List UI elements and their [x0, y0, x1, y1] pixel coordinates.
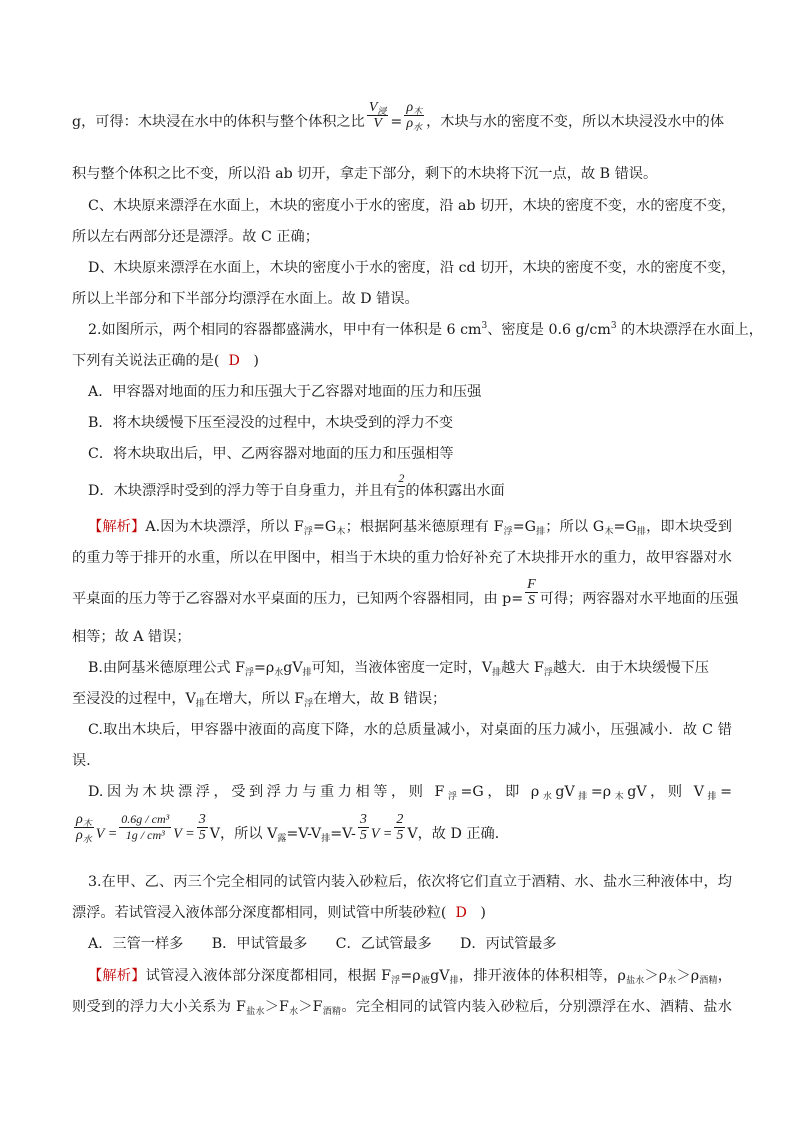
fraction: $\frac{V_浸}{V}$ — [368, 99, 387, 131]
solution-line: 误． — [72, 753, 101, 769]
text-line: C、木块原来漂浮在水面上，木块的密度小于水的密度，沿 ab 切开，木块的密度不变，水的密度不变， — [88, 198, 736, 214]
question-stem: 2.如图所示，两个相同的容器都盛满水，甲中有一体积是 6 $cm^3$、密度是 0.6 $g/cm^3$ 的木块漂浮在水面上， — [88, 321, 763, 338]
text-line: g，可得：木块浸在水中的体积与整个体积之比 $\frac{V_浸}{V}$ = $\frac{\rho_木}{\rho_水}$ ，木块与水的密度不变，所以木块浸没水中的体 — [72, 99, 725, 132]
answer: D — [455, 905, 467, 921]
text-line: 所以上半部分和下半部分均漂浮在水面上。故 D 错误。 — [72, 291, 419, 307]
solution-line: 相等；故 A 错误； — [72, 629, 191, 645]
solution-line: 则受到的浮力大小关系为 $F_{盐水}>F_水>F_{酒精}$。完全相同的试管内装入砂粒后，分别漂浮在水、酒精、盐水 — [72, 999, 732, 1017]
fraction: $\frac{\rho_木}{\rho_水}$ — [406, 99, 423, 132]
options: A．三管一样多 B．甲试管最多 C．乙试管最多 D．丙试管最多 — [88, 936, 557, 952]
solution-line: 【解析】A.因为木块漂浮，所以 $F_浮=G_木$；根据阿基米德原理有 $F_浮=G_排$；所以 $G_木=G_排$，即木块受到 — [88, 519, 732, 537]
fraction: $\frac{3}{5}$ — [198, 811, 206, 843]
question-stem: 漂浮。若试管浸入液体部分深度都相同，则试管中所装砂粒( D ) — [72, 905, 486, 921]
answer: D — [228, 353, 240, 369]
option-a: A．甲容器对地面的压力和压强大于乙容器对地面的压力和压强 — [88, 384, 482, 400]
fraction: $\frac{\text{0.6g / cm³}}{\text{1g / cm³}}$ — [121, 811, 170, 842]
option-c: C．将木块取出后，甲、乙两容器对地面的压力和压强相等 — [88, 446, 454, 462]
text-line: 积与整个体积之比不变，所以沿 ab 切开，拿走下部分，剩下的木块将下沉一点，故 B 错误。 — [72, 166, 658, 182]
solution-line: C.取出木块后，甲容器中液面的高度下降，水的总质量减小，对桌面的压力减小，压强减小．故 C 错 — [88, 722, 732, 738]
fraction: $\frac{3}{5}$ — [359, 811, 367, 843]
solution-line: D.因为木块漂浮，受到浮力与重力相等，则 $F_浮=G$，即 $\rho_水gV_排=\rho_木gV$，则 $V_排=$ — [88, 784, 732, 802]
text-line: D、木块原来漂浮在水面上，木块的密度小于水的密度，沿 cd 切开，木块的密度不变，水的密度不变， — [88, 260, 736, 276]
text-line: 所以左右两部分还是漂浮。故 C 正确； — [72, 229, 319, 245]
fraction: $\frac{2}{5}$ — [398, 470, 405, 501]
fraction: $\frac{F}{S}$ — [527, 576, 536, 608]
solution-tag: 【解析】 — [88, 968, 146, 984]
solution-line: $\frac{\rho_木}{\rho_水}$ V = $\frac{\text{0.6g / cm³}}{\text{1g / cm³}}$ V = $\frac{3}{5}$ V，所以 $V_露=V-V_排=V-$ $\frac{3}{5}$ V = $\frac{2}{5}$ V，故 D 正确． — [76, 811, 509, 844]
solution-line: 【解析】试管浸入液体部分深度都相同，根据 $F_浮=\rho_液gV_排$，排开液体的体积相等，$\rho_{盐水}>\rho_水>\rho_{酒精}$， — [88, 968, 732, 986]
solution-line: 平桌面的压力等于乙容器对水平桌面的压力，已知两个容器相同，由 p= $\frac{F}{S}$ 可得；两容器对水平地面的压强 — [72, 576, 739, 608]
option-b: B．将木块缓慢下压至浸没的过程中，木块受到的浮力不变 — [88, 415, 454, 431]
fraction: $\frac{2}{5}$ — [396, 811, 404, 843]
question-stem: 3.在甲、乙、丙三个完全相同的试管内装入砂粒后，依次将它们直立于酒精、水、盐水三种液体中，均 — [88, 874, 732, 890]
fraction: $\frac{\rho_木}{\rho_水}$ — [76, 811, 92, 844]
solution-line: 至浸没的过程中，$V_排$在增大，所以 $F_浮$在增大，故 B 错误； — [72, 691, 447, 709]
question-stem: 下列有关说法正确的是( D ) — [72, 353, 259, 369]
solution-tag: 【解析】 — [88, 519, 146, 535]
solution-line: B.由阿基米德原理公式 $F_浮=\rho_水gV_排$可知，当液体密度一定时，$V_排$越大 $F_浮$越大．由于木块缓慢下压 — [88, 660, 709, 678]
solution-line: 的重力等于排开的水重，所以在甲图中，相当于木块的重力恰好补充了木块排开水的重力，故甲容器对水 — [72, 550, 732, 566]
option-d: D．木块漂浮时受到的浮力等于自身重力，并且有 $\frac{2}{5}$ 的体积露出水面 — [88, 470, 505, 501]
